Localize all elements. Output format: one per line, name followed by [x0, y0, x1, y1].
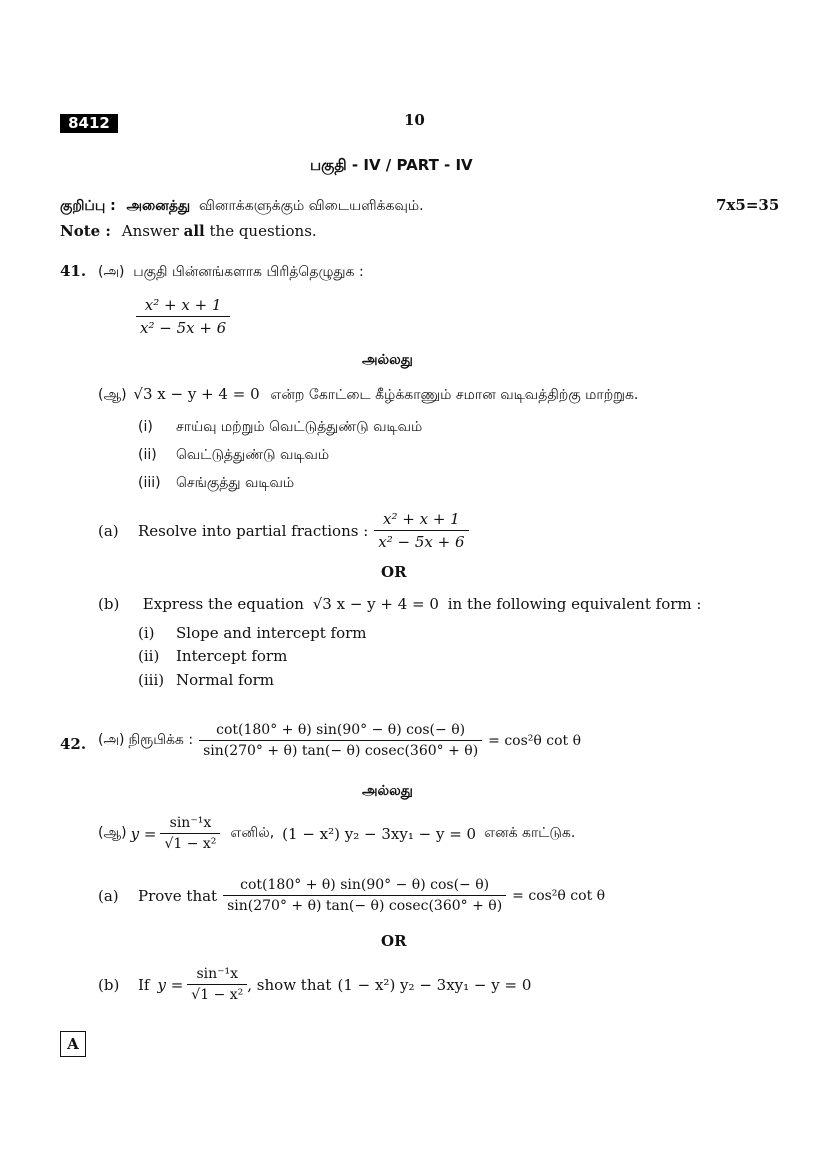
y-denominator: √1 − x²	[164, 836, 217, 852]
result-equation: (1 − x²) y₂ − 3xy₁ − y = 0	[282, 824, 477, 843]
q41-fraction-tamil	[136, 296, 230, 337]
item-text: Intercept form	[176, 647, 288, 665]
instructions-ta-bold: அனைத்து	[126, 198, 191, 214]
q41-a-tamil	[98, 262, 364, 282]
result-equation: (1 − x²) y₂ − 3xy₁ − y = 0	[337, 975, 532, 994]
trig-rhs: = cos²θ cot θ	[488, 732, 582, 749]
item-text: சாய்வு மற்றும் வெட்டுத்துண்டு வடிவம்	[176, 419, 423, 435]
fraction-denominator: x² − 5x + 6	[140, 319, 227, 337]
marks-allocation: 7x5=35	[716, 196, 780, 214]
y-equals: y =	[130, 824, 157, 843]
fraction	[136, 296, 230, 337]
note-pre: Answer	[121, 222, 179, 240]
q41-b-english	[98, 595, 701, 613]
y-fraction	[160, 815, 220, 852]
trig-fraction	[199, 722, 482, 759]
q41-ta-item-3	[138, 475, 294, 493]
q42-a-en-text: Prove that	[138, 886, 218, 905]
q42-or-tamil: அல்லது	[362, 783, 413, 799]
q41-b-tamil	[98, 385, 638, 405]
q42-b-ta-end: எனக் காட்டுக.	[484, 824, 576, 841]
item-text: வெட்டுத்துண்டு வடிவம்	[176, 447, 330, 463]
item-number: (i)	[138, 419, 153, 435]
q41-or-english: OR	[381, 563, 407, 581]
instructions-tamil	[60, 196, 424, 216]
q41-en-item-1	[138, 624, 367, 642]
page-number: 10	[404, 111, 425, 129]
q41-a-ta-label: (அ)	[98, 264, 125, 280]
trig-denominator: sin(270° + θ) tan(− θ) cosec(360° + θ)	[227, 898, 503, 914]
fraction-numerator: x² + x + 1	[136, 296, 230, 317]
item-text: Slope and intercept form	[176, 624, 367, 642]
q42-b-tamil	[98, 815, 575, 852]
q42-b-en-show: , show that	[247, 975, 332, 994]
trig-numerator: cot(180° + θ) sin(90° − θ) cos(− θ)	[199, 722, 482, 741]
note-post: the questions.	[209, 222, 317, 240]
version-box: A	[60, 1031, 86, 1057]
trig-numerator: cot(180° + θ) sin(90° − θ) cos(− θ)	[223, 877, 506, 896]
q41-equation: √3 x − y + 4 = 0	[133, 385, 260, 403]
q42-a-en-label: (a)	[98, 886, 119, 905]
part-title	[310, 156, 473, 176]
instructions-ta-label: குறிப்பு :	[60, 198, 116, 214]
instructions-ta-rest: வினாக்களுக்கும் விடையளிக்கவும்.	[198, 198, 424, 214]
q42-a-ta-label: (அ)	[98, 731, 125, 748]
q41-a-ta-text: பகுதி பின்னங்களாக பிரித்தெழுதுக :	[133, 264, 364, 280]
item-text: செங்குத்து வடிவம்	[176, 475, 295, 491]
q41-b-en-post: in the following equivalent form :	[447, 595, 702, 613]
item-number: (i)	[138, 624, 155, 642]
q42-a-tamil	[98, 722, 581, 759]
y-denominator: √1 − x²	[191, 987, 244, 1003]
q41-a-en-label: (a)	[98, 521, 119, 540]
y-equals: y =	[157, 975, 184, 994]
q42-b-en-if: If	[138, 975, 150, 994]
trig-fraction	[223, 877, 506, 914]
q42-b-english	[98, 966, 531, 1003]
q42-number: 42.	[60, 735, 87, 753]
q41-ta-item-2	[138, 447, 329, 465]
item-number: (ii)	[138, 647, 160, 665]
q41-b-ta-text: என்ற கோட்டை கீழ்க்காணும் சமான வடிவத்திற்கு மாற்றுக.	[270, 387, 639, 403]
trig-denominator: sin(270° + θ) tan(− θ) cosec(360° + θ)	[203, 743, 479, 759]
paper-code-badge: 8412	[60, 114, 118, 133]
item-text: Normal form	[176, 671, 275, 689]
y-fraction	[187, 966, 247, 1003]
q42-or-english: OR	[381, 932, 407, 950]
fraction	[374, 510, 468, 551]
q41-number: 41.	[60, 262, 87, 280]
y-numerator: sin⁻¹x	[187, 966, 247, 985]
q41-b-en-pre: Express the equation	[142, 595, 304, 613]
q41-equation: √3 x − y + 4 = 0	[312, 595, 439, 613]
note-bold: all	[183, 222, 205, 240]
item-number: (iii)	[138, 671, 165, 689]
q41-or-tamil: அல்லது	[362, 352, 413, 368]
instructions-english	[60, 222, 317, 240]
fraction-numerator: x² + x + 1	[374, 510, 468, 531]
item-number: (iii)	[138, 475, 161, 491]
q41-en-item-2	[138, 647, 287, 665]
trig-rhs: = cos²θ cot θ	[512, 887, 606, 904]
q42-b-ta-mid: எனில்,	[230, 824, 275, 841]
q41-b-en-label: (b)	[98, 595, 120, 613]
q42-a-english	[98, 877, 605, 914]
q41-en-item-3	[138, 671, 274, 689]
q42-b-ta-label: (ஆ)	[98, 824, 127, 841]
q42-b-en-label: (b)	[98, 975, 120, 994]
y-numerator: sin⁻¹x	[160, 815, 220, 834]
fraction-denominator: x² − 5x + 6	[378, 533, 465, 551]
note-label: Note :	[60, 222, 111, 240]
q41-ta-item-1	[138, 419, 422, 437]
q41-a-english	[98, 510, 469, 551]
item-number: (ii)	[138, 447, 157, 463]
part-title-text: பகுதி - IV / PART - IV	[310, 156, 473, 174]
q42-a-ta-text: நிரூபிக்க :	[128, 731, 194, 748]
q41-a-en-text: Resolve into partial fractions :	[138, 521, 369, 540]
q41-b-ta-label: (ஆ)	[98, 387, 127, 403]
